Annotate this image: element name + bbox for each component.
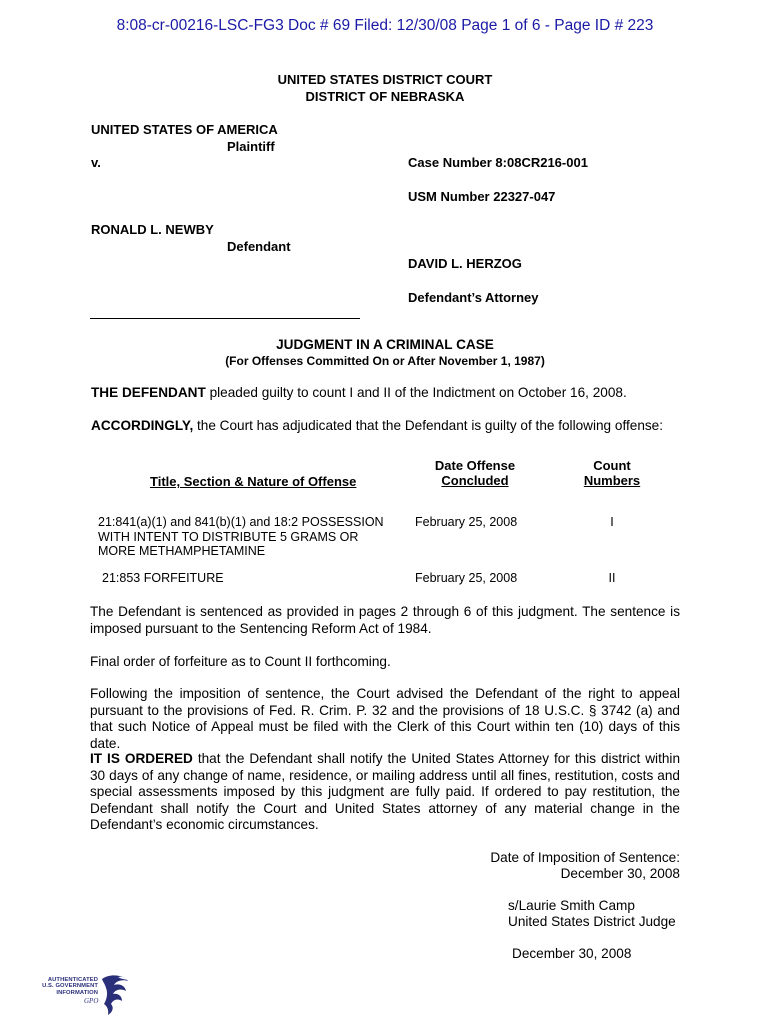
ordered-lead: IT IS ORDERED <box>90 751 193 766</box>
caption-divider <box>90 318 360 319</box>
appeal-paragraph: Following the imposition of sentence, the Court advised the Defendant of the right to appeal pursuant to the provisions of Fed. R. Crim. P. 32 and the provisions of 18 U.S.C. § 3742 (a) and that such Notice of Appeal must be filed with the Clerk of this Court within ten (10) days of this date. <box>90 686 680 751</box>
ordered-text: that the Defendant shall notify the United States Attorney for this district within 30 days of any change of name, residence, or mailing address until all fines, restitution, costs and special assessments imposed by this judgment are fully paid. If ordered to pay restitution, the Defendant shall notify the Court and United States attorney of any material change in the Defendant’s economic circumstances. <box>90 751 680 833</box>
gpo-authentication-logo: AUTHENTICATED U.S. GOVERNMENT INFORMATION GPO <box>40 973 135 1018</box>
offense-date: February 25, 2008 <box>415 515 518 529</box>
accordingly-lead: ACCORDINGLY, <box>91 418 194 433</box>
plea-lead: THE DEFENDANT <box>91 385 206 400</box>
signer-name: s/Laurie Smith Camp <box>508 898 635 913</box>
defendant-name: RONALD L. NEWBY <box>91 222 214 237</box>
gpo-mark: GPO <box>84 997 99 1005</box>
filing-stamp: 8:08-cr-00216-LSC-FG3 Doc # 69 Filed: 12/30/08 Page 1 of 6 - Page ID # 223 <box>116 17 654 34</box>
table-row <box>98 515 384 559</box>
plaintiff-name: UNITED STATES OF AMERICA <box>91 122 278 137</box>
judgment-subtitle: (For Offenses Committed On or After November 1, 1987) <box>225 354 545 368</box>
imposition-date: December 30, 2008 <box>560 866 680 881</box>
attorney-name: DAVID L. HERZOG <box>408 256 522 271</box>
signer-title: United States District Judge <box>508 914 676 929</box>
offense-description: 21:853 FORFEITURE <box>102 571 224 585</box>
offense-date: February 25, 2008 <box>415 571 518 585</box>
court-name: UNITED STATES DISTRICT COURT <box>277 72 493 87</box>
plea-text: pleaded guilty to count I and II of the Indictment on October 16, 2008. <box>205 385 627 400</box>
plaintiff-label: Plaintiff <box>227 139 275 154</box>
offense-description: MORE METHAMPHETAMINE <box>98 544 266 558</box>
offense-description: WITH INTENT TO DISTRIBUTE 5 GRAMS OR <box>98 529 359 544</box>
forfeiture-paragraph: Final order of forfeiture as to Count II forthcoming. <box>90 654 391 669</box>
signed-date: December 30, 2008 <box>512 946 632 961</box>
adjudication-statement <box>91 418 663 433</box>
defendant-label: Defendant <box>227 239 291 254</box>
judgment-title: JUDGMENT IN A CRIMINAL CASE <box>276 337 494 352</box>
ordered-paragraph <box>90 751 680 834</box>
case-number: Case Number 8:08CR216-001 <box>408 155 588 170</box>
versus-label: v. <box>91 155 101 170</box>
eagle-icon <box>98 973 132 1017</box>
usm-number: USM Number 22327-047 <box>408 189 556 204</box>
offense-count: I <box>610 515 614 529</box>
sentence-paragraph: The Defendant is sentenced as provided in pages 2 through 6 of this judgment. The sentence is imposed pursuant to the Sentencing Reform Act of 1984. <box>90 604 680 636</box>
plea-statement <box>91 385 627 400</box>
table-header-title: Title, Section & Nature of Offense <box>150 474 357 489</box>
attorney-label: Defendant’s Attorney <box>408 290 539 305</box>
table-header-count: Count Numbers <box>583 458 641 488</box>
accordingly-text: the Court has adjudicated that the Defendant is guilty of the following offense: <box>193 418 664 433</box>
offense-count: II <box>608 571 616 585</box>
table-header-date: Date Offense Concluded <box>434 458 516 488</box>
imposition-label: Date of Imposition of Sentence: <box>490 850 680 865</box>
offense-description: 21:841(a)(1) and 841(b)(1) and 18:2 POSSESSION <box>98 515 384 529</box>
court-district: DISTRICT OF NEBRASKA <box>305 89 465 104</box>
